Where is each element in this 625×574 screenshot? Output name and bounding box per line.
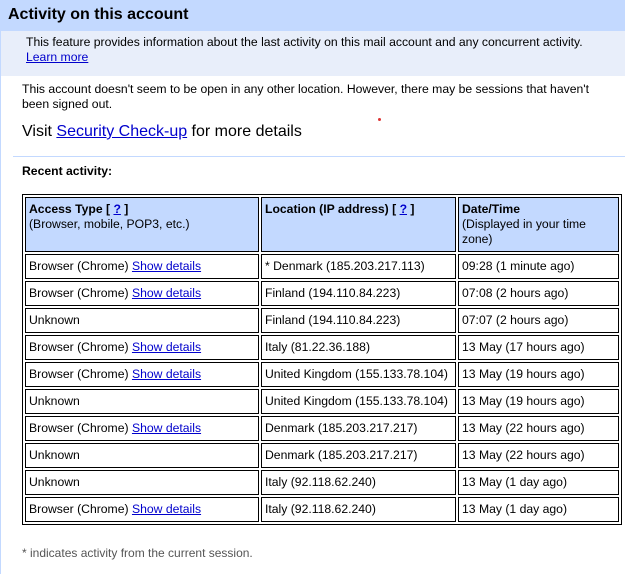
datetime-cell: 13 May (17 hours ago) bbox=[458, 335, 619, 360]
access-type-cell bbox=[25, 308, 259, 333]
access-type-header: Access Type [ ? ] (Browser, mobile, POP3, etc.) bbox=[25, 197, 259, 252]
location-help-link[interactable]: ? bbox=[399, 202, 408, 216]
access-type-cell bbox=[25, 497, 259, 522]
table-row bbox=[25, 362, 619, 387]
access-type-value: Browser (Chrome) bbox=[29, 286, 129, 300]
datetime-header bbox=[458, 197, 619, 252]
datetime-cell: 13 May (19 hours ago) bbox=[458, 362, 619, 387]
access-type-cell bbox=[25, 443, 259, 468]
visit-suffix: for more details bbox=[187, 123, 302, 140]
access-type-subtitle: (Browser, mobile, POP3, etc.) bbox=[29, 217, 190, 231]
table-row bbox=[25, 389, 619, 414]
access-type-value: Browser (Chrome) bbox=[29, 340, 129, 354]
table-row bbox=[25, 443, 619, 468]
header-panel bbox=[1, 0, 625, 76]
access-type-value: Unknown bbox=[29, 313, 80, 327]
location-cell: Italy (92.118.62.240) bbox=[261, 470, 456, 495]
location-cell: United Kingdom (155.133.78.104) bbox=[261, 362, 456, 387]
show-details-link[interactable]: Show details bbox=[131, 367, 202, 381]
table-row bbox=[25, 416, 619, 441]
show-details-link[interactable]: Show details bbox=[131, 421, 202, 435]
datetime-subtitle: (Displayed in your time zone) bbox=[462, 217, 586, 246]
access-type-value: Unknown bbox=[29, 394, 80, 408]
table-row bbox=[25, 281, 619, 306]
show-details-link[interactable]: Show details bbox=[131, 286, 202, 300]
activity-table bbox=[22, 194, 622, 525]
datetime-cell: 13 May (1 day ago) bbox=[458, 497, 619, 522]
access-type-value: Unknown bbox=[29, 475, 80, 489]
table-row bbox=[25, 470, 619, 495]
table-row bbox=[25, 254, 619, 279]
access-type-value: Browser (Chrome) bbox=[29, 502, 129, 516]
show-details-link[interactable]: Show details bbox=[131, 340, 202, 354]
header-description: This feature provides information about the last activity on this mail account and any concurrent activity. bbox=[26, 35, 583, 49]
access-type-value: Unknown bbox=[29, 448, 80, 462]
access-type-cell bbox=[25, 470, 259, 495]
table-header-row bbox=[25, 197, 619, 252]
show-details-link[interactable]: Show details bbox=[131, 259, 202, 273]
location-title: Location (IP address) bbox=[265, 202, 389, 216]
location-cell: * Denmark (185.203.217.113) bbox=[261, 254, 456, 279]
datetime-cell: 13 May (19 hours ago) bbox=[458, 389, 619, 414]
location-cell: Italy (92.118.62.240) bbox=[261, 497, 456, 522]
datetime-cell: 13 May (22 hours ago) bbox=[458, 416, 619, 441]
access-type-cell bbox=[25, 362, 259, 387]
access-type-cell bbox=[25, 254, 259, 279]
access-type-value: Browser (Chrome) bbox=[29, 259, 129, 273]
access-type-value: Browser (Chrome) bbox=[29, 421, 129, 435]
access-type-cell bbox=[25, 281, 259, 306]
datetime-cell: 07:07 (2 hours ago) bbox=[458, 308, 619, 333]
show-details-link[interactable]: Show details bbox=[131, 502, 202, 516]
page-title: Activity on this account bbox=[8, 6, 189, 23]
access-type-cell bbox=[25, 389, 259, 414]
security-checkup-link[interactable]: Security Check-up bbox=[56, 123, 188, 140]
location-cell: Finland (194.110.84.223) bbox=[261, 308, 456, 333]
header-description-box bbox=[1, 31, 625, 76]
access-type-help-link[interactable]: ? bbox=[113, 202, 121, 216]
recent-activity-label: Recent activity: bbox=[22, 164, 113, 178]
location-cell: Denmark (185.203.217.217) bbox=[261, 443, 456, 468]
table-row bbox=[25, 335, 619, 360]
access-type-cell bbox=[25, 335, 259, 360]
access-type-value: Browser (Chrome) bbox=[29, 367, 129, 381]
table-row bbox=[25, 308, 619, 333]
learn-more-link[interactable]: Learn more bbox=[26, 50, 89, 64]
activity-rows bbox=[25, 254, 619, 522]
datetime-title: Date/Time bbox=[462, 202, 521, 216]
location-cell: Denmark (185.203.217.217) bbox=[261, 416, 456, 441]
access-type-cell bbox=[25, 416, 259, 441]
datetime-cell: 13 May (22 hours ago) bbox=[458, 443, 619, 468]
visit-line bbox=[1, 112, 625, 144]
session-notice: This account doesn't seem to be open in any other location. However, there may be sessions that haven't been signed out. bbox=[22, 82, 589, 111]
table-row bbox=[25, 497, 619, 522]
datetime-cell: 09:28 (1 minute ago) bbox=[458, 254, 619, 279]
location-cell: Italy (81.22.36.188) bbox=[261, 335, 456, 360]
datetime-cell: 07:08 (2 hours ago) bbox=[458, 281, 619, 306]
location-cell: Finland (194.110.84.223) bbox=[261, 281, 456, 306]
datetime-cell: 13 May (1 day ago) bbox=[458, 470, 619, 495]
footnote: * indicates activity from the current session. bbox=[22, 546, 253, 560]
access-type-title: Access Type bbox=[29, 202, 103, 216]
location-header: Location (IP address) [ ? ] bbox=[261, 197, 456, 252]
location-cell: United Kingdom (155.133.78.104) bbox=[261, 389, 456, 414]
visit-prefix: Visit bbox=[22, 123, 57, 140]
red-dot-marker bbox=[378, 118, 381, 121]
